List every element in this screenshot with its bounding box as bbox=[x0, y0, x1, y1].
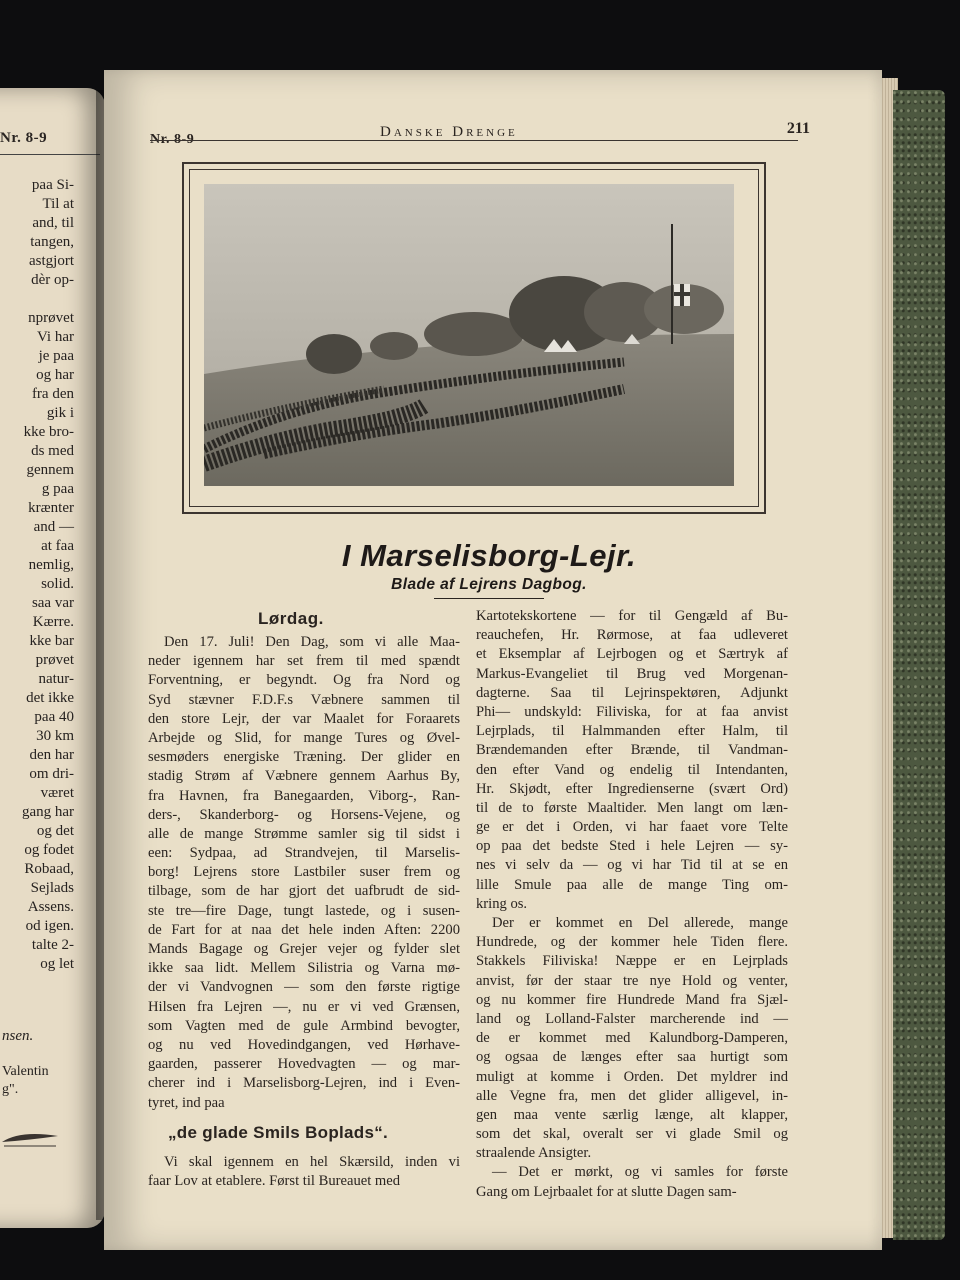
text-line: de er kommet med Kalundborg-Damperen, bbox=[476, 1030, 788, 1047]
text-line: ders-, Skanderborg- og Horsens-Vejene, og bbox=[148, 806, 460, 823]
left-text-line: og har bbox=[36, 367, 74, 383]
text-line: straalende Ansigter. bbox=[476, 1145, 592, 1162]
text-line: alle Vegne fra, men det glider alligevel, in- bbox=[476, 1087, 788, 1104]
left-text-line: Sejlads bbox=[30, 880, 74, 896]
column-right-paragraph-3 bbox=[476, 1163, 788, 1201]
left-text-line: og let bbox=[40, 956, 74, 972]
left-text-line: gennem bbox=[26, 462, 74, 478]
left-footer-line: g". bbox=[2, 1082, 19, 1097]
text-line: anvist, før der staar tre nye Hold og venter, bbox=[476, 972, 788, 989]
article-title: I Marselisborg-Lejr. bbox=[341, 538, 637, 573]
column-right bbox=[476, 607, 788, 1202]
left-text-line: paa Si- bbox=[31, 177, 74, 193]
left-header-rule bbox=[0, 154, 100, 155]
left-text-line: Kærre. bbox=[32, 614, 74, 630]
text-line: Kartotekskortene — for til Gengæld af Bu- bbox=[476, 608, 788, 624]
left-text-line: solid. bbox=[41, 576, 74, 592]
text-line: som Vagten med de gule Armbind bevogter, bbox=[148, 1017, 460, 1034]
text-line: gen maa vente særlig længe, alt klapper, bbox=[476, 1106, 788, 1123]
text-line: stadig Strøm af Væbnere gennem Aarhus By, bbox=[148, 768, 460, 785]
magazine-title: Danske Drenge bbox=[380, 124, 518, 140]
text-line: ikke saa lidt. Mellem Silistria og Varna mø- bbox=[148, 960, 460, 977]
text-line: op paa det bedste Sted i hele Lejren — sy- bbox=[476, 838, 788, 855]
left-text-line: det ikke bbox=[26, 690, 74, 706]
text-line: — Det er mørkt, og vi samles for første bbox=[492, 1164, 788, 1181]
title-rule bbox=[434, 598, 544, 599]
left-text-line: saa var bbox=[31, 595, 74, 611]
text-line: Phi— undskyld: Filiviska, for at faa anvist bbox=[476, 703, 788, 720]
book-cover bbox=[893, 90, 945, 1240]
page-number: 211 bbox=[786, 120, 810, 137]
text-line: Brændemanden efter Brænde, til Vandman- bbox=[476, 742, 788, 759]
left-text-line: at faa bbox=[41, 538, 74, 554]
left-text-line: astgjort bbox=[29, 253, 74, 269]
left-text-line: Vi har bbox=[36, 329, 74, 345]
left-text-line: 30 km bbox=[36, 728, 74, 744]
text-line: Forventning, er begyndt. Og fra Nord og bbox=[148, 672, 460, 689]
header-rule bbox=[150, 140, 798, 141]
left-text-line: gik i bbox=[46, 405, 74, 421]
camp-photograph bbox=[204, 184, 734, 486]
left-text-line: krænter bbox=[28, 500, 74, 516]
text-line: sesmøders energiske Træning. Der glider en bbox=[148, 749, 460, 766]
column-right-paragraph-1 bbox=[476, 607, 788, 914]
text-line: Arbejde og Slid, for mange Tures og Øvel- bbox=[148, 729, 460, 746]
text-line: faar Lov at etablere. Først til Bureauet med bbox=[148, 1172, 401, 1189]
left-text-line: nprøvet bbox=[28, 310, 74, 326]
left-text-line: nemlig, bbox=[28, 557, 74, 573]
issue-number: Nr. 8-9 bbox=[150, 132, 195, 147]
section-heading-smils-boplads: „de glade Smils Boplads“. bbox=[168, 1122, 389, 1142]
text-line: dagterne. Saa til Lejrinspektøren, Adjunkt bbox=[476, 684, 788, 701]
text-line: Stakkels Filiviska! Næppe er en Lejrplads bbox=[476, 953, 788, 970]
left-page-signature: nsen. bbox=[2, 1028, 34, 1044]
left-page-footer bbox=[2, 1063, 49, 1099]
left-text-line: om dri- bbox=[29, 766, 74, 782]
left-text-line: dèr op- bbox=[31, 272, 74, 288]
text-line: tilbage, som de har gjort det uafbrudt de sid- bbox=[148, 883, 460, 900]
text-line: ge er det i Orden, vi har faaet vore Telte bbox=[476, 819, 788, 836]
left-page-text bbox=[2, 176, 105, 974]
left-text-line: kke bar bbox=[29, 633, 74, 649]
column-right-paragraph-2 bbox=[476, 914, 788, 1163]
text-line: den store Lejr, der var Maalet for Foraarets bbox=[148, 710, 460, 727]
left-text-line: g paa bbox=[41, 481, 74, 497]
text-line: reauchefen, Hr. Rørmose, at faa udleveret bbox=[476, 627, 788, 644]
left-text-line: and, til bbox=[32, 215, 74, 231]
left-text-line bbox=[2, 290, 105, 309]
left-text-line: Assens. bbox=[27, 899, 74, 915]
text-line: Hundrede, og der kommer hele Tiden flere. bbox=[476, 934, 788, 951]
text-line: alle de mange Strømme samler sig til sidst i bbox=[148, 825, 460, 842]
left-text-line: og det bbox=[36, 823, 74, 839]
left-text-line: den har bbox=[29, 747, 74, 763]
column-left-paragraph-2 bbox=[148, 1153, 460, 1191]
ornament-icon bbox=[0, 1126, 60, 1150]
camp-photograph-icon bbox=[204, 184, 734, 486]
left-text-line: Robaad, bbox=[24, 861, 74, 877]
text-line: ste tre—fire Dage, tungt lastede, og i susen- bbox=[148, 902, 460, 919]
text-line: som det skal, overalt ser vi glade Smil og bbox=[476, 1126, 788, 1143]
left-footer-line: Valentin bbox=[2, 1064, 49, 1079]
text-line: Der er kommet en Del allerede, mange bbox=[492, 915, 788, 931]
text-line: Hr. Skjødt, efter Ingredienserne (svært Ord) bbox=[476, 780, 788, 797]
text-line: og nu ved Hovedindgangen, ved Hørhave- bbox=[148, 1036, 460, 1053]
text-line: et Eksemplar af Lejrbogen og et Særtryk af bbox=[476, 646, 788, 663]
left-text-line: prøvet bbox=[35, 652, 74, 668]
text-line: fra Havnen, fra Banegaarden, Viborg-, Ran- bbox=[148, 787, 460, 804]
left-text-line: og fodet bbox=[24, 842, 74, 858]
text-line: den efter Vand og endelig til Intendanten, bbox=[476, 761, 788, 778]
column-left bbox=[148, 605, 460, 1191]
left-text-line: gang har bbox=[21, 804, 74, 820]
text-line: een: Sydpaa, ad Strandvejen, til Marselis- bbox=[148, 845, 460, 862]
text-line: Lejrplads, til Halmmanden efter Halm, til bbox=[476, 723, 788, 740]
text-line: og nu kommer fire Hundrede Mand fra Sjæl- bbox=[476, 991, 788, 1008]
left-text-line: natur- bbox=[38, 671, 74, 687]
text-line: lille Smule paa alle de mange Ting om- bbox=[476, 876, 788, 893]
article-subtitle: Blade af Lejrens Dagbog. bbox=[391, 576, 587, 593]
text-line: neder igennem har set frem til med spændt bbox=[148, 653, 460, 670]
column-left-paragraph bbox=[148, 633, 460, 1113]
text-line: cherer ind i Marselisborg-Lejren, ind i Even- bbox=[148, 1075, 460, 1092]
left-text-line: je paa bbox=[38, 348, 74, 364]
left-text-line: ds med bbox=[31, 443, 74, 459]
text-line: og ogsaa de længes efter saa hurtigt som bbox=[476, 1049, 788, 1066]
text-line: Mands Bagage og Grejer vejer og fylder slet bbox=[148, 941, 460, 957]
photo-frame bbox=[182, 162, 766, 514]
text-line: Vi skal igennem en hel Skærsild, inden vi bbox=[164, 1153, 460, 1170]
left-text-line: and — bbox=[33, 519, 74, 535]
text-line: kring os. bbox=[476, 895, 528, 912]
left-text-line: været bbox=[40, 785, 74, 801]
text-line: der vi Vandvognen — som den første rigtige bbox=[148, 979, 460, 996]
left-text-line: od igen. bbox=[25, 918, 74, 934]
left-page-header: Nr. 8-9 bbox=[0, 130, 48, 146]
text-line: land og Lolland-Falster marcherende ind — bbox=[476, 1010, 788, 1027]
section-heading-lordag: Lørdag. bbox=[258, 609, 324, 628]
text-line: nes vi selv da — og vi har Tid til at se en bbox=[476, 857, 788, 874]
text-line: Markus-Evangeliet til Brug ved Morgenan- bbox=[476, 665, 788, 682]
text-line: gaarden, passerer Hovedvagten — og mar- bbox=[148, 1056, 460, 1073]
text-line: tyret, ind paa bbox=[148, 1094, 225, 1111]
text-line: muligt at komme i Orden. Det myldrer ind bbox=[476, 1068, 788, 1085]
left-text-line: Til at bbox=[42, 196, 74, 212]
running-head bbox=[150, 120, 824, 147]
left-text-line: paa 40 bbox=[34, 709, 74, 725]
left-text-line: kke bro- bbox=[23, 424, 74, 440]
text-line: Syd stævner F.D.F.s Væbnere sammen til bbox=[148, 691, 460, 708]
left-text-line: talte 2- bbox=[31, 937, 74, 953]
text-line: Gang om Lejrbaalet for at slutte Dagen sam- bbox=[476, 1183, 737, 1200]
text-line: de Fart for at naa det hele inden Aften: 2200 bbox=[148, 921, 460, 938]
text-line: til de to første Maaltider. Men langt om læn- bbox=[476, 799, 788, 816]
text-line: borg! Lejrens store Lastbiler suser frem og bbox=[148, 864, 460, 881]
left-page bbox=[0, 88, 105, 1228]
left-text-line: tangen, bbox=[30, 234, 74, 250]
right-page bbox=[104, 70, 882, 1250]
left-text-line: fra den bbox=[31, 386, 74, 402]
text-line: Den 17. Juli! Den Dag, som vi alle Maa- bbox=[164, 634, 460, 650]
text-line: Hilsen fra Lejren —, nu er vi ved Grænsen, bbox=[148, 998, 460, 1015]
